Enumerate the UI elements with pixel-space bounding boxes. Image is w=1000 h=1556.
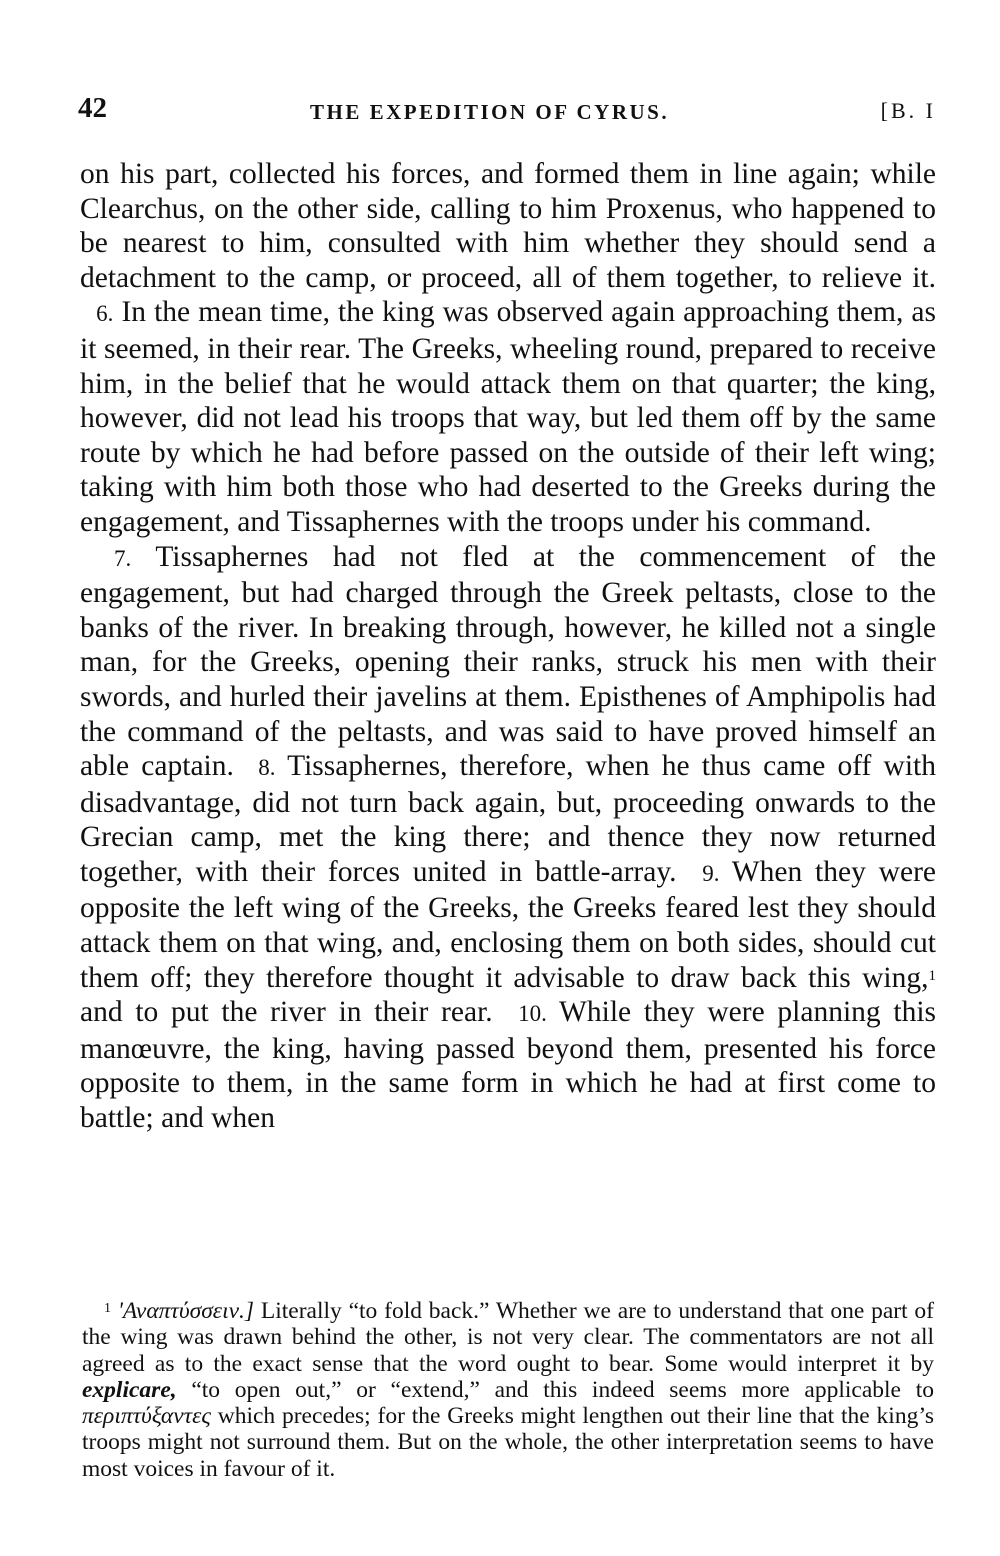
- footnote-reference[interactable]: 1: [928, 967, 936, 984]
- section-text: Tissaphernes had not fled at the commencement of the engagement, but had charged through the Greek peltasts, close to the banks of the river. In breaking through, however, he killed not a single man, for the Greeks, opening their ranks, struck his men with their swords, and hurled their javelins at them. Episthenes of Amphipolis had the command of the peltasts, and was said to have proved himself an able captain.: [80, 540, 936, 783]
- running-header: [78, 92, 940, 132]
- running-title: THE EXPEDITION OF CYRUS.: [310, 100, 670, 124]
- footnote-greek-term: περιπτύξαντες: [82, 1403, 211, 1430]
- section-number: 10.: [518, 1001, 547, 1027]
- footnote-text: Literally “to fold back.” Whether we are to understand that one part of the wing was drawn behind the other, is not very clear. The commentators are not all agreed as to the exact sense that the word ought to bear. Some would interpret it by: [82, 1298, 934, 1377]
- footnote-greek-term: 'Αναπτύσσειν.]: [117, 1298, 255, 1324]
- page-number: 42: [78, 92, 107, 124]
- footnote-text: which precedes; for the Greeks might lengthen out their line that the king’s troops might not surround them. But on the whole, the other interpretation seems to have most voices in favour of it.: [82, 1403, 935, 1482]
- section-number: 9.: [702, 860, 720, 886]
- paragraph: [80, 540, 936, 1136]
- section-number: 7.: [114, 545, 132, 571]
- section-number: 8.: [258, 755, 276, 781]
- paragraph-text: on his part, collected his forces, and formed them in line again; while Clearchus, on the other side, calling to him Proxenus, who happened to be nearest to him, consulted with him whether they should send a detachment to the camp, or proceed, all of them together, to relieve it.: [80, 158, 936, 294]
- section-text: In the mean time, the king was observed again approaching them, as it seemed, in their rear. The Greeks, wheeling round, prepared to receive him, in the belief that he would attack them on that quarter; the king, however, did not lead his troops that way, but led them off by the same route by which he had before passed on the outside of their left wing; taking with him both those who had deserted to the Greeks during the engagement, and Tissaphernes with the troops under his command.: [80, 296, 937, 538]
- footnote-latin-term: explicare,: [82, 1376, 177, 1403]
- main-text: [80, 157, 936, 1136]
- section-text: While they were planning this manœuvre, the king, having passed beyond them, presented his force opposite to them, in the same form in which he had at first come to battle; and when: [80, 996, 936, 1135]
- section-text: When they were opposite the left wing of the Greeks, the Greeks feared lest they should attack them on that wing, and, enclosing them on both sides, should cut them off; they therefore thought it advisable to draw back this wing,: [80, 855, 937, 994]
- section-text: Tissaphernes, therefore, when he thus came off with disadvantage, did not turn back again, but, proceeding onwards to the Grecian camp, met the king there; and thence they now returned together, with their forces united in battle-array.: [80, 750, 936, 888]
- section-text: and to put the river in their rear.: [80, 996, 493, 1029]
- footnote: [82, 1298, 934, 1482]
- section-number: 6.: [96, 301, 114, 327]
- book-reference: [B. I: [880, 98, 936, 123]
- footnote-text: “to open out,” or “extend,” and this indeed seems more applicable to: [191, 1376, 934, 1403]
- footnote-marker: 1: [104, 1301, 111, 1316]
- paragraph-continued: [80, 157, 936, 540]
